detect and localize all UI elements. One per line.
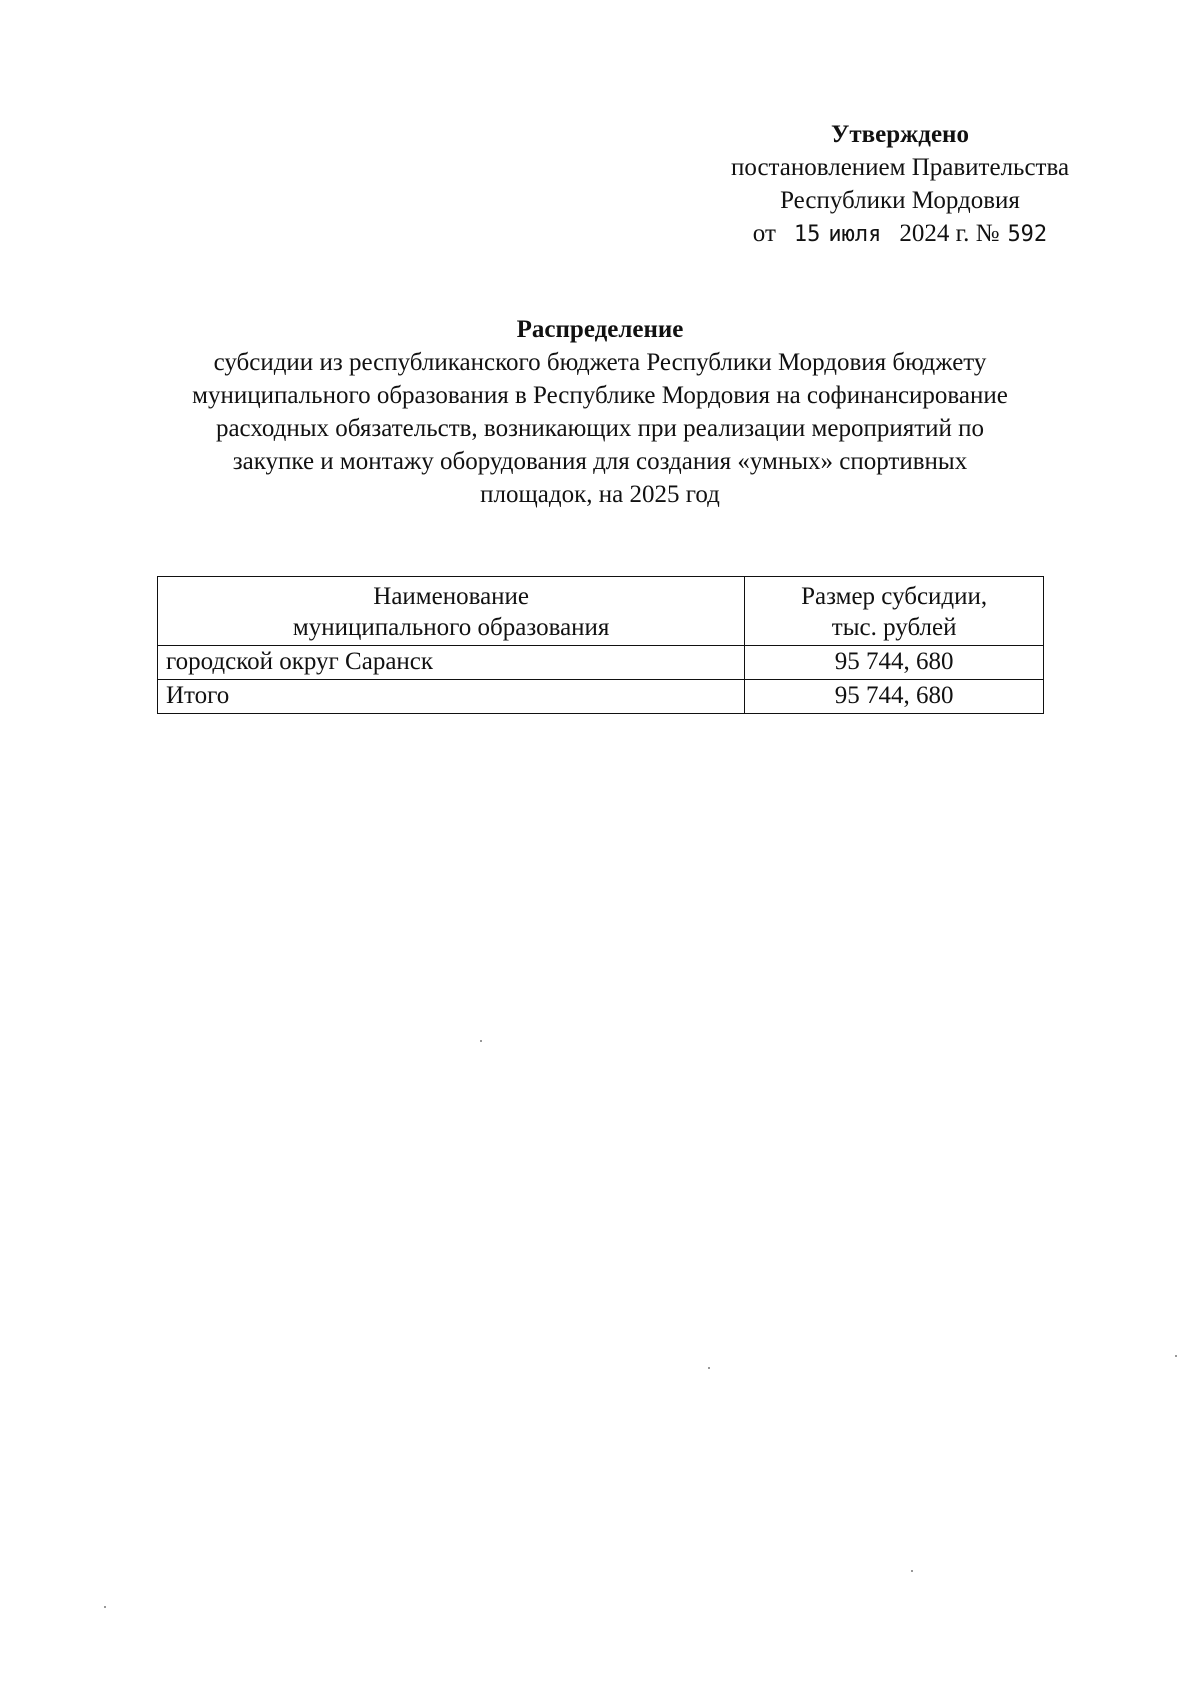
table-row bbox=[158, 646, 1044, 680]
header-amount bbox=[745, 577, 1044, 646]
subtitle-line: расходных обязательств, возникающих при реализации мероприятий по bbox=[215, 415, 985, 442]
approval-line-1: постановлением Правительства bbox=[730, 154, 1070, 181]
approval-date-line bbox=[690, 217, 1110, 251]
subtitle-line: закупке и монтажу оборудования для создания «умных» спортивных bbox=[232, 448, 968, 475]
scan-speck bbox=[480, 1040, 482, 1042]
header-name bbox=[158, 577, 745, 646]
scan-speck bbox=[104, 1606, 106, 1608]
approval-block bbox=[690, 118, 1110, 251]
document-heading bbox=[130, 313, 1070, 511]
document-title: Распределение bbox=[516, 316, 684, 343]
approval-line-2: Республики Мордовия bbox=[780, 187, 1020, 214]
approval-title: Утверждено bbox=[831, 121, 969, 148]
header-amount-line: тыс. рублей bbox=[831, 614, 957, 641]
row-subsidy-amount: 95 744, 680 bbox=[745, 646, 1044, 680]
date-month: июля bbox=[828, 222, 882, 247]
header-name-line: Наименование bbox=[373, 583, 530, 610]
table-row-total bbox=[158, 680, 1044, 714]
date-year: 2024 г. № bbox=[899, 220, 1000, 247]
subtitle-line: субсидии из республиканского бюджета Республики Мордовия бюджету bbox=[213, 349, 987, 376]
decree-number: 592 bbox=[1007, 222, 1048, 247]
date-day: 15 bbox=[793, 222, 821, 247]
date-prefix: от bbox=[752, 220, 776, 247]
table-header-row bbox=[158, 577, 1044, 646]
total-label: Итого bbox=[158, 680, 745, 714]
distribution-table bbox=[157, 576, 1044, 714]
row-municipality-name: городской округ Саранск bbox=[158, 646, 745, 680]
scan-speck bbox=[911, 1570, 913, 1572]
subtitle-line: площадок, на 2025 год bbox=[480, 481, 720, 508]
total-amount: 95 744, 680 bbox=[745, 680, 1044, 714]
header-amount-line: Размер субсидии, bbox=[801, 583, 988, 610]
scan-speck bbox=[1175, 1355, 1177, 1357]
scan-speck bbox=[708, 1367, 710, 1369]
subtitle-line: муниципального образования в Республике Мордовия на софинансирование bbox=[192, 382, 1008, 409]
header-name-line: муниципального образования bbox=[292, 614, 610, 641]
